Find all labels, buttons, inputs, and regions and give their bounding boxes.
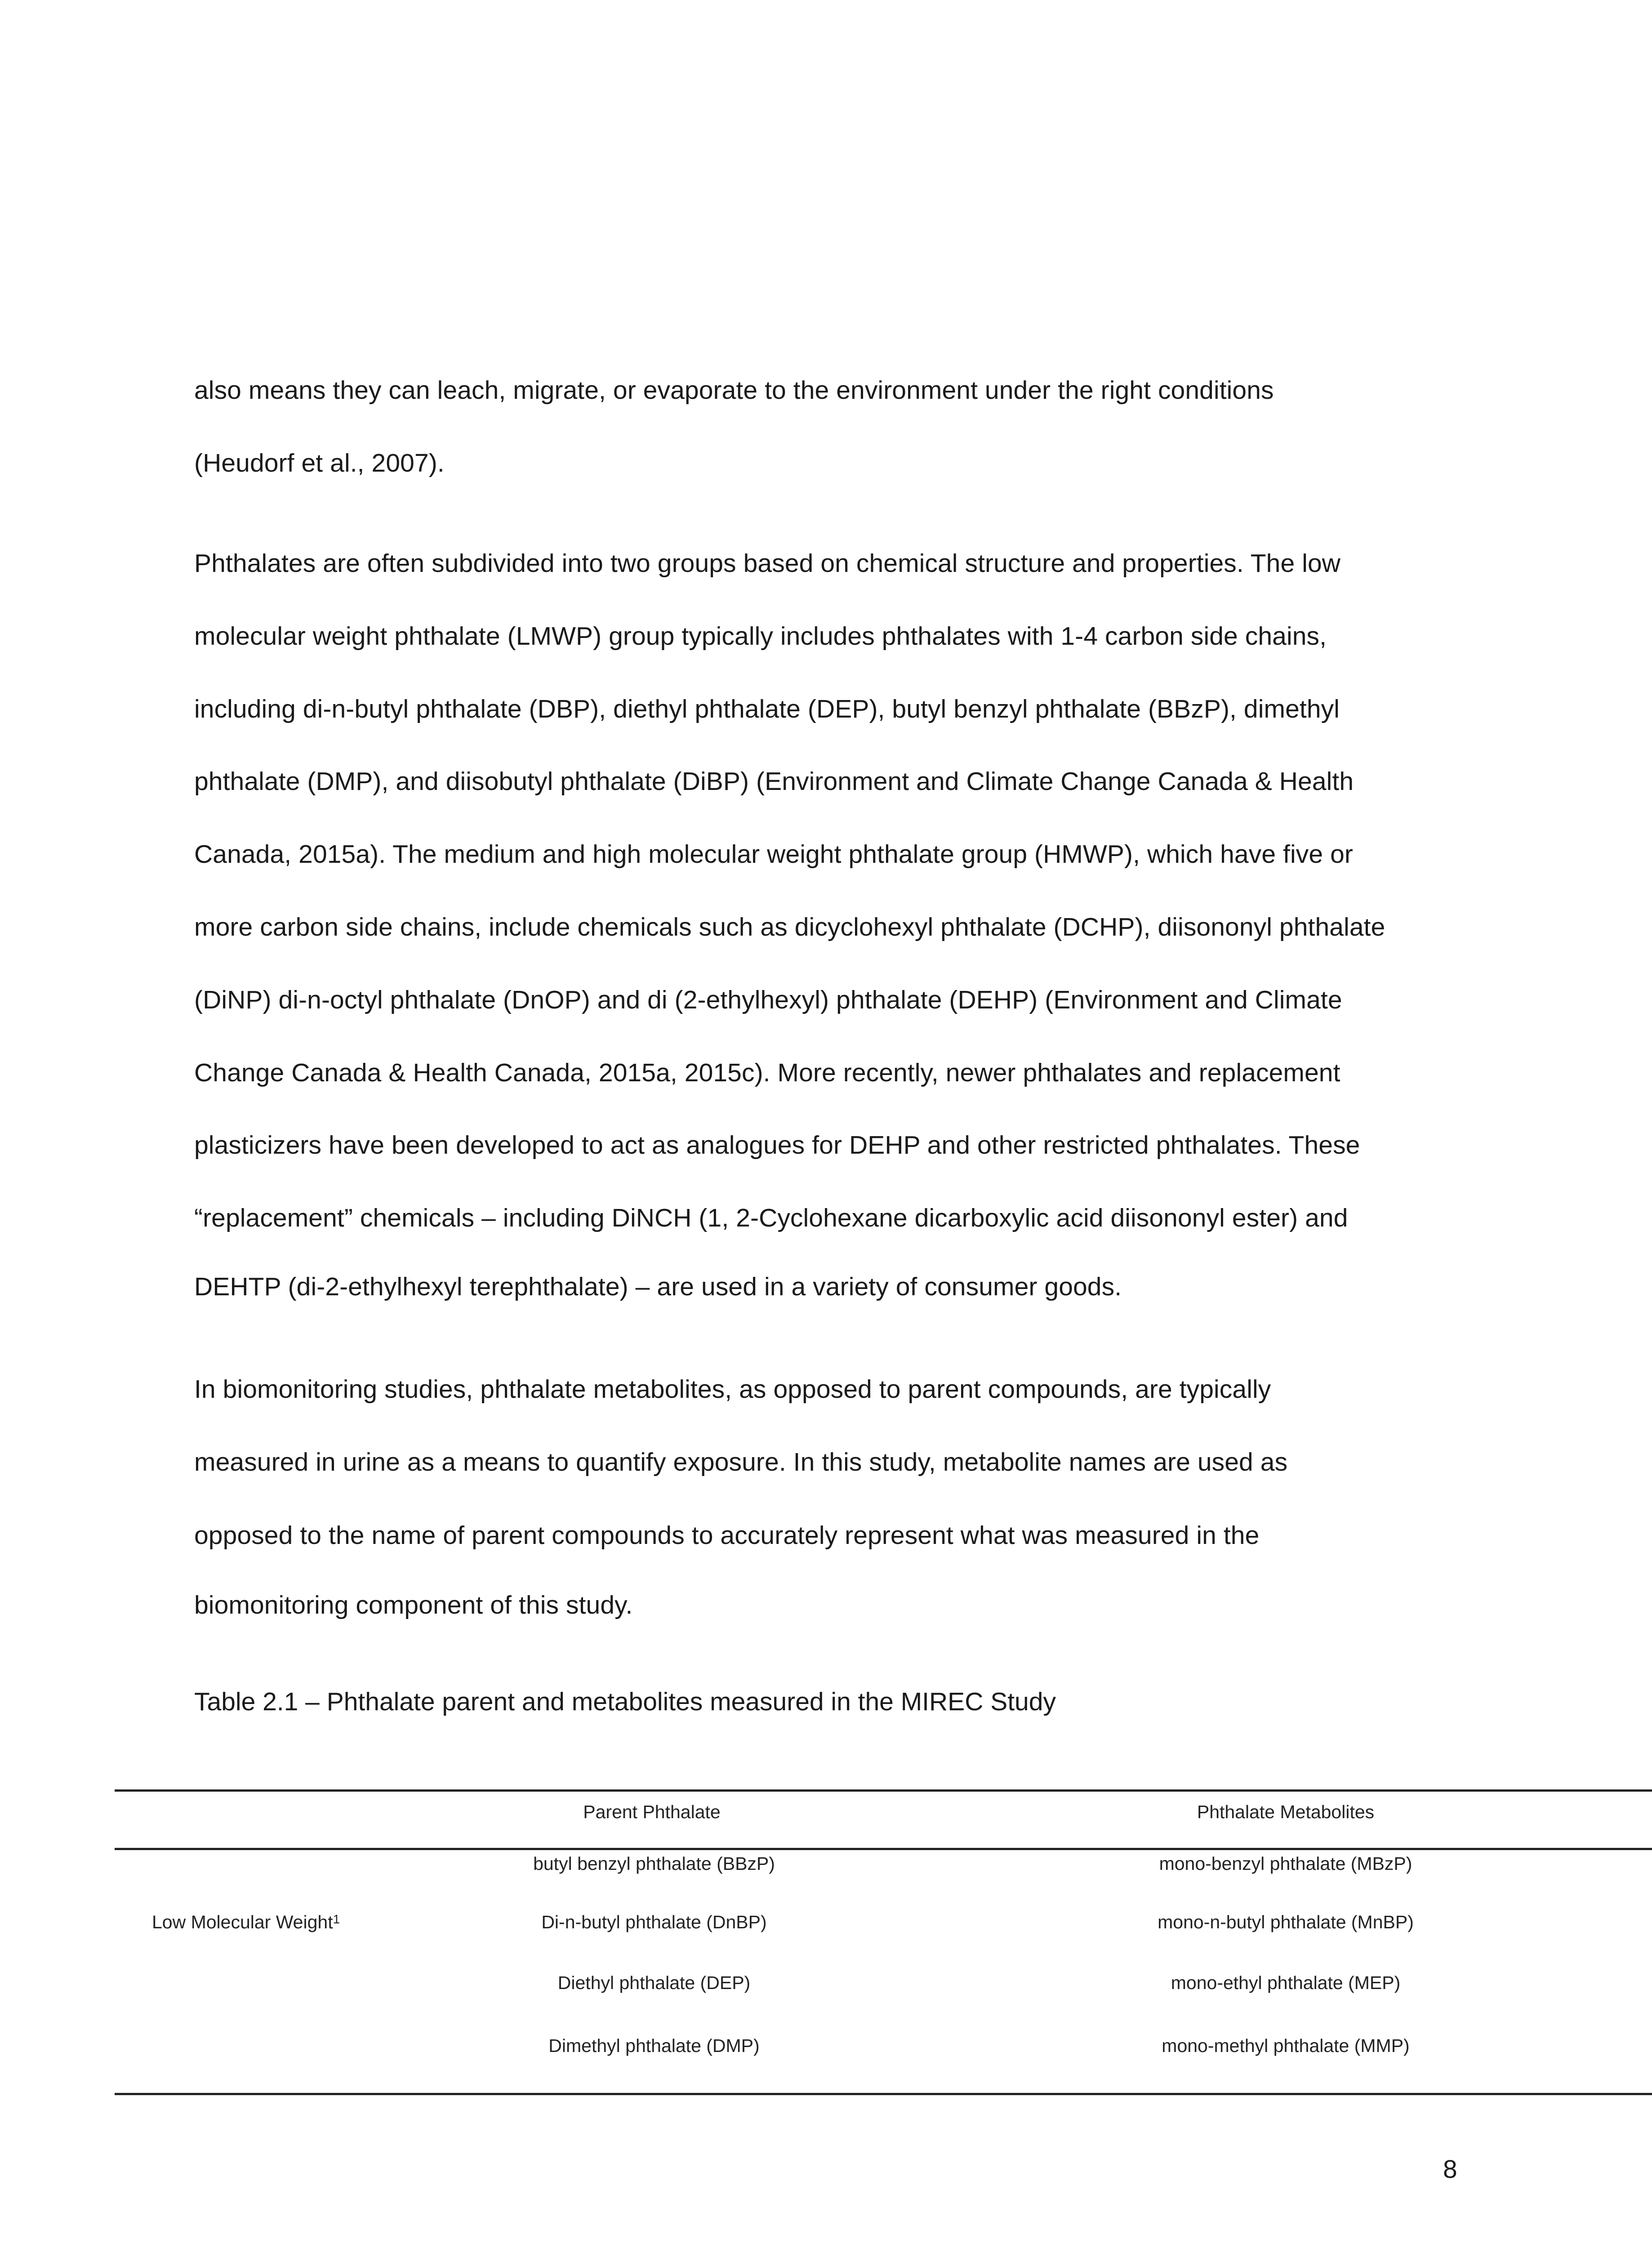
table-top-rule <box>115 1789 1652 1792</box>
body-line-11: plasticizers have been developed to act as analogues for DEHP and other restricted phthalates. These <box>194 1131 1360 1160</box>
table-header-metabolites: Phthalate Metabolites <box>1197 1802 1375 1822</box>
table-group-label-text: Low Molecular Weight <box>152 1912 333 1932</box>
table-header-parent: Parent Phthalate <box>583 1802 721 1822</box>
table-cell-metabolite: mono-n-butyl phthalate (MnBP) <box>1158 1912 1414 1932</box>
body-line-15: measured in urine as a means to quantify exposure. In this study, metabolite names are used as <box>194 1448 1288 1476</box>
table-group-label-footnote: 1 <box>333 1912 340 1926</box>
body-line-1: also means they can leach, migrate, or evaporate to the environment under the right conditions <box>194 376 1274 405</box>
body-line-12: “replacement” chemicals – including DiNCH (1, 2-Cyclohexane dicarboxylic acid diisononyl ester) and <box>194 1204 1348 1232</box>
table-cell-parent: butyl benzyl phthalate (BBzP) <box>533 1853 775 1874</box>
table-group-label <box>152 1909 340 1936</box>
body-line-6: phthalate (DMP), and diisobutyl phthalate (DiBP) (Environment and Climate Change Canada & Health <box>194 767 1354 796</box>
body-line-10: Change Canada & Health Canada, 2015a, 2015c). More recently, newer phthalates and replacement <box>194 1058 1340 1087</box>
table-cell-parent: Dimethyl phthalate (DMP) <box>548 2035 760 2056</box>
body-line-7: Canada, 2015a). The medium and high molecular weight phthalate group (HMWP), which have five or <box>194 840 1353 869</box>
table-cell-metabolite: mono-ethyl phthalate (MEP) <box>1171 1972 1401 1993</box>
body-line-13: DEHTP (di-2-ethylhexyl terephthalate) – are used in a variety of consumer goods. <box>194 1272 1122 1301</box>
body-line-3: Phthalates are often subdivided into two groups based on chemical structure and properties. The low <box>194 549 1341 578</box>
body-line-9: (DiNP) di-n-octyl phthalate (DnOP) and di (2-ethylhexyl) phthalate (DEHP) (Environment and Climate <box>194 986 1342 1014</box>
body-line-14: In biomonitoring studies, phthalate metabolites, as opposed to parent compounds, are typically <box>194 1375 1271 1404</box>
body-line-4: molecular weight phthalate (LMWP) group typically includes phthalates with 1-4 carbon side chains, <box>194 622 1327 651</box>
table-cell-metabolite: mono-benzyl phthalate (MBzP) <box>1159 1853 1412 1874</box>
body-line-2: (Heudorf et al., 2007). <box>194 449 445 477</box>
body-line-17: biomonitoring component of this study. <box>194 1591 633 1619</box>
table-bottom-rule <box>115 2093 1652 2095</box>
table-cell-metabolite: mono-methyl phthalate (MMP) <box>1162 2035 1410 2056</box>
table-header-rule <box>115 1848 1652 1850</box>
body-line-8: more carbon side chains, include chemicals such as dicyclohexyl phthalate (DCHP), diisononyl phthalate <box>194 913 1385 941</box>
table-cell-parent: Di-n-butyl phthalate (DnBP) <box>541 1912 767 1932</box>
table-caption: Table 2.1 – Phthalate parent and metabolites measured in the MIREC Study <box>194 1687 1056 1716</box>
table-cell-parent: Diethyl phthalate (DEP) <box>557 1972 751 1993</box>
body-line-5: including di-n-butyl phthalate (DBP), diethyl phthalate (DEP), butyl benzyl phthalate (BBzP), dimethyl <box>194 695 1340 723</box>
body-line-16: opposed to the name of parent compounds to accurately represent what was measured in the <box>194 1521 1260 1550</box>
page-number: 8 <box>1443 2155 1457 2184</box>
